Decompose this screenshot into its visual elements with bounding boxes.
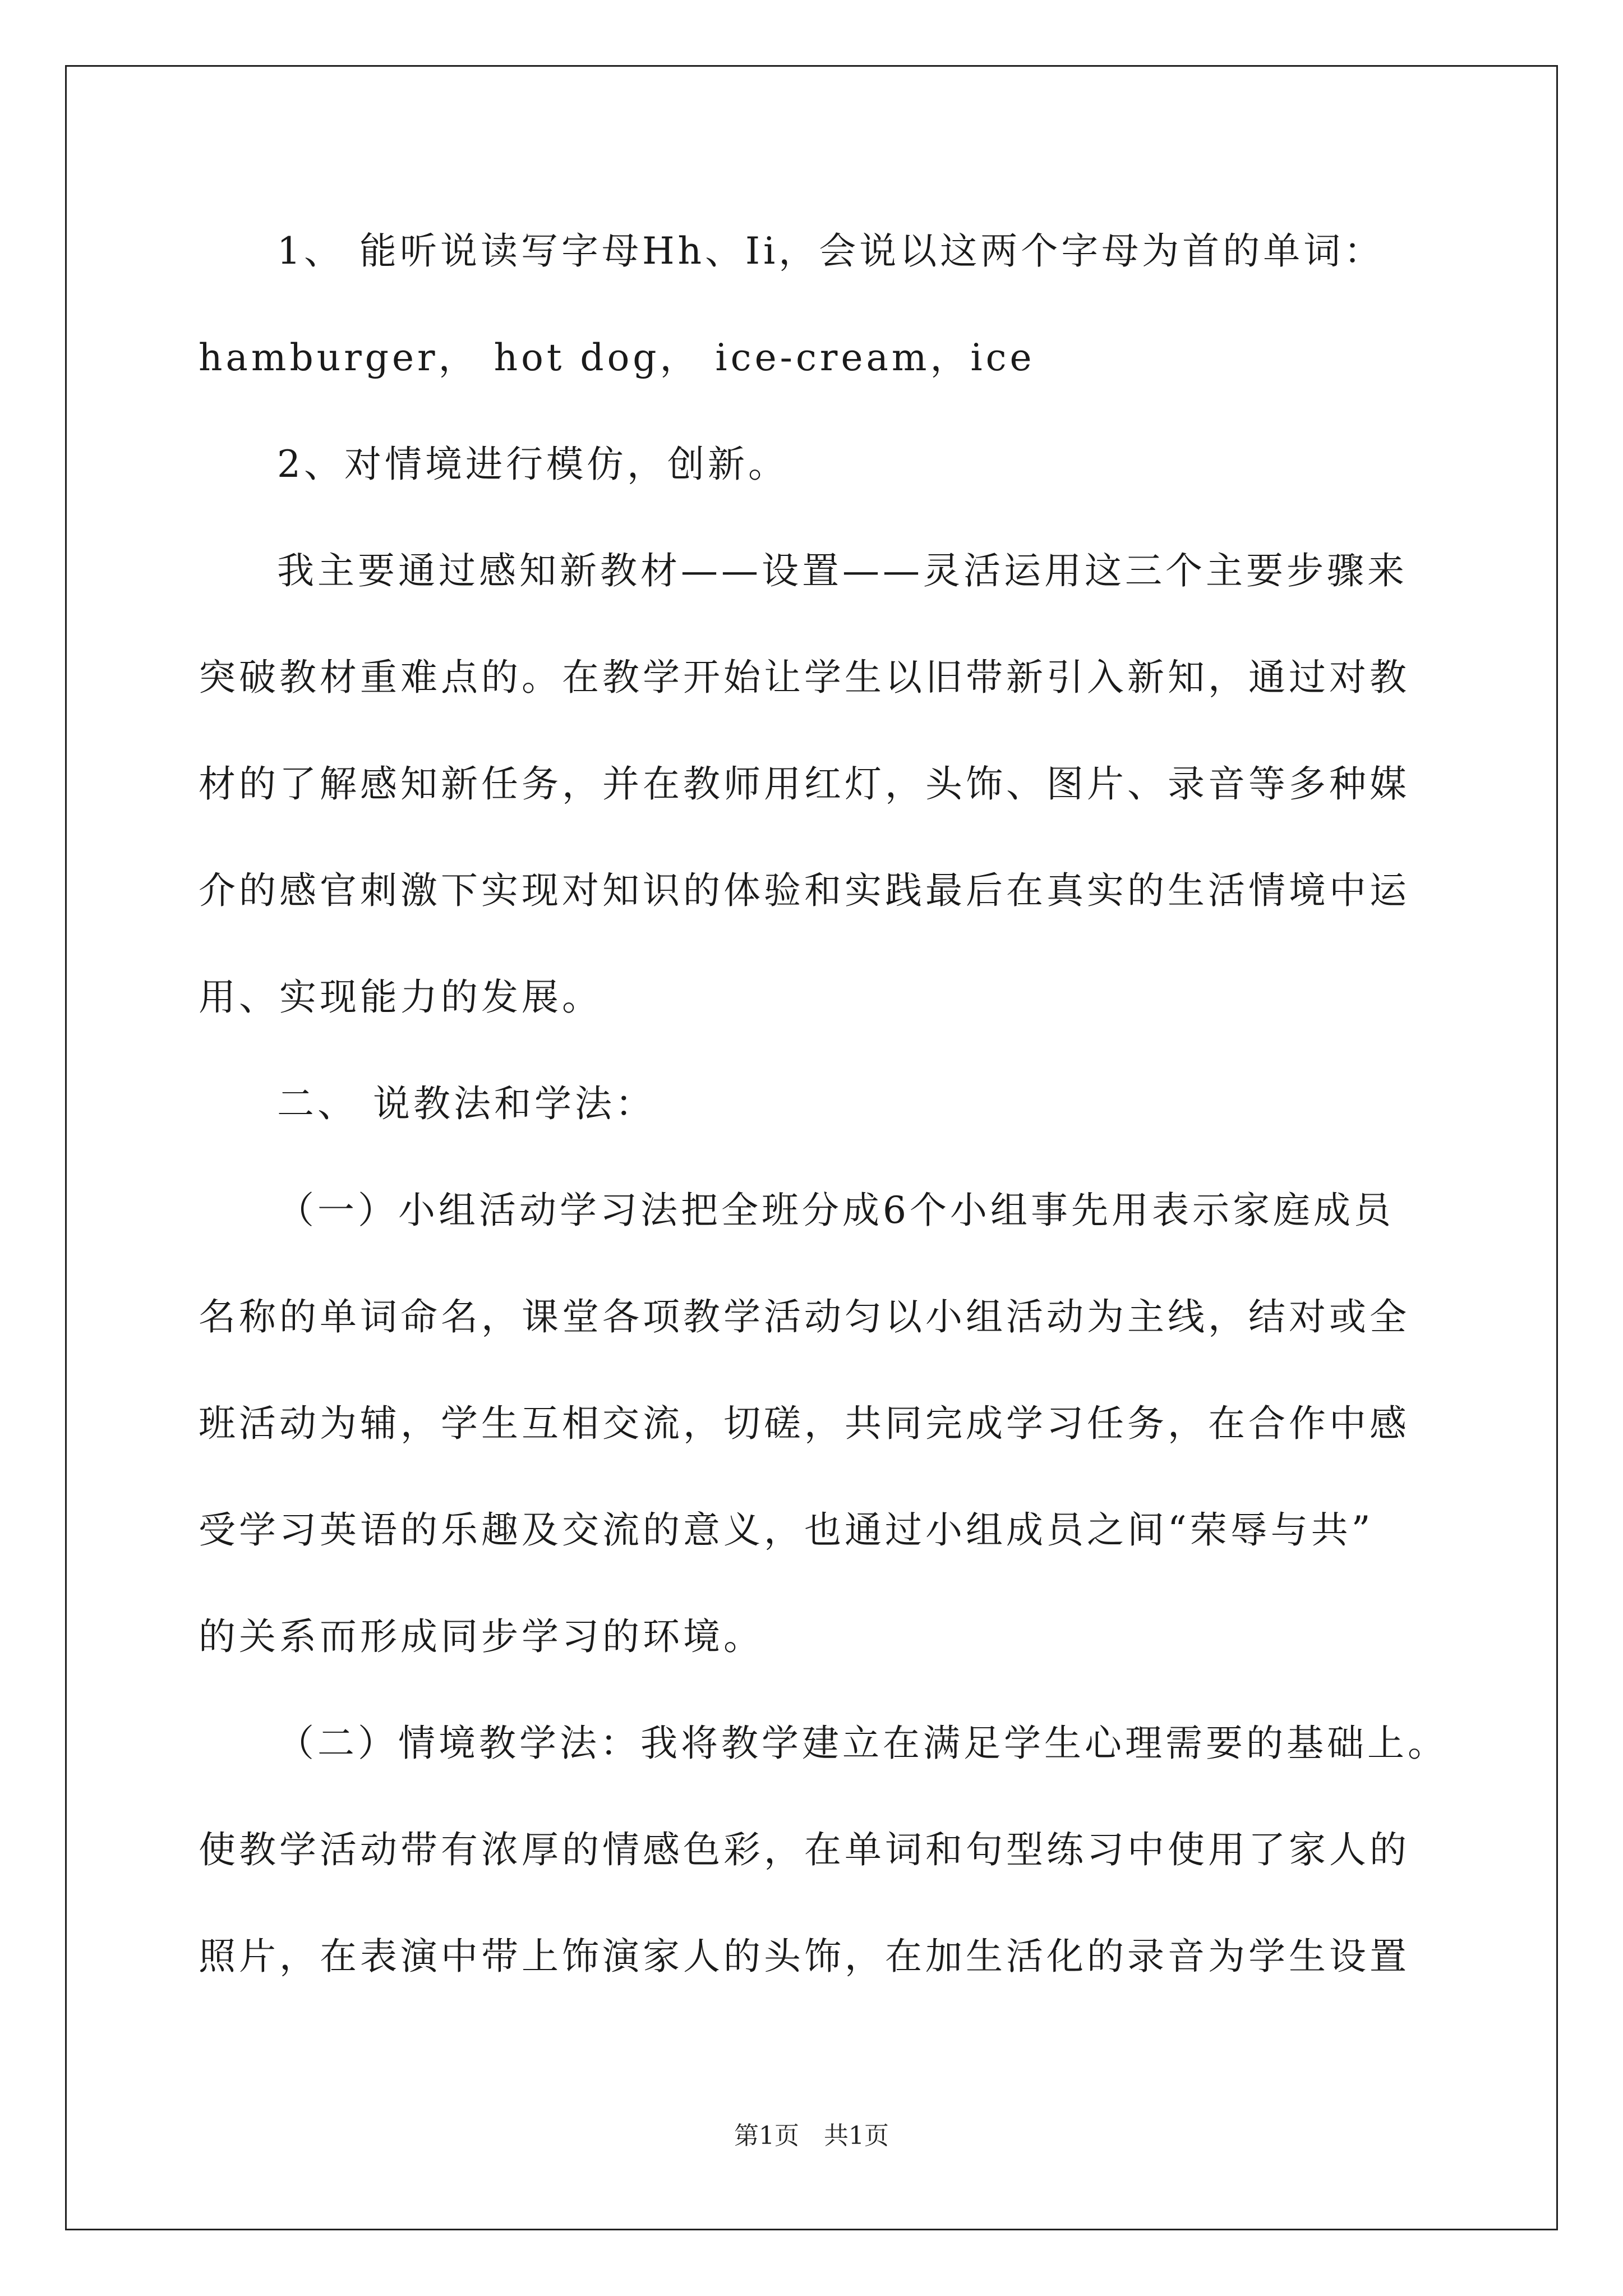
section-heading: 二、 说教法和学法： — [277, 1082, 656, 1125]
text-line: 的关系而形成同步学习的环境。 — [199, 1615, 764, 1658]
text-line: 用、实现能力的发展。 — [199, 976, 602, 1019]
text-line: 班活动为辅，学生互相交流，切磋，共同完成学习任务，在合作中感 — [199, 1402, 1410, 1445]
text-line: （一）小组活动学习法把全班分成6个小组事先用表示家庭成员 — [277, 1189, 1394, 1232]
text-line: hamburger， hot dog， ice-cream，ice — [199, 336, 1035, 379]
text-line: 突破教材重难点的。在教学开始让学生以旧带新引入新知，通过对教 — [199, 656, 1410, 699]
text-line: 介的感官刺激下实现对知识的体验和实践最后在真实的生活情境中运 — [199, 869, 1410, 912]
page-border — [65, 65, 1558, 2230]
text-line: （二）情境教学法：我将教学建立在满足学生心理需要的基础上。 — [277, 1722, 1448, 1765]
page-footer: 第1页 共1页 — [734, 2122, 889, 2150]
text-line: 1、 能听说读写字母Hh、Ii，会说以这两个字母为首的单词： — [277, 229, 1385, 273]
text-line: 名称的单词命名，课堂各项教学活动匀以小组活动为主线，结对或全 — [199, 1295, 1410, 1338]
text-line: 照片，在表演中带上饰演家人的头饰，在加生活化的录音为学生设置 — [199, 1935, 1410, 1978]
text-line: 材的了解感知新任务，并在教师用红灯，头饰、图片、录音等多种媒 — [199, 762, 1410, 806]
text-line: 我主要通过感知新教材——设置——灵活运用这三个主要步骤来 — [277, 549, 1408, 592]
text-line: 受学习英语的乐趣及交流的意义，也通过小组成员之间“荣辱与共” — [199, 1508, 1374, 1552]
text-line: 使教学活动带有浓厚的情感色彩，在单词和句型练习中使用了家人的 — [199, 1828, 1410, 1871]
text-line: 2、对情境进行模仿，创新。 — [277, 443, 789, 486]
